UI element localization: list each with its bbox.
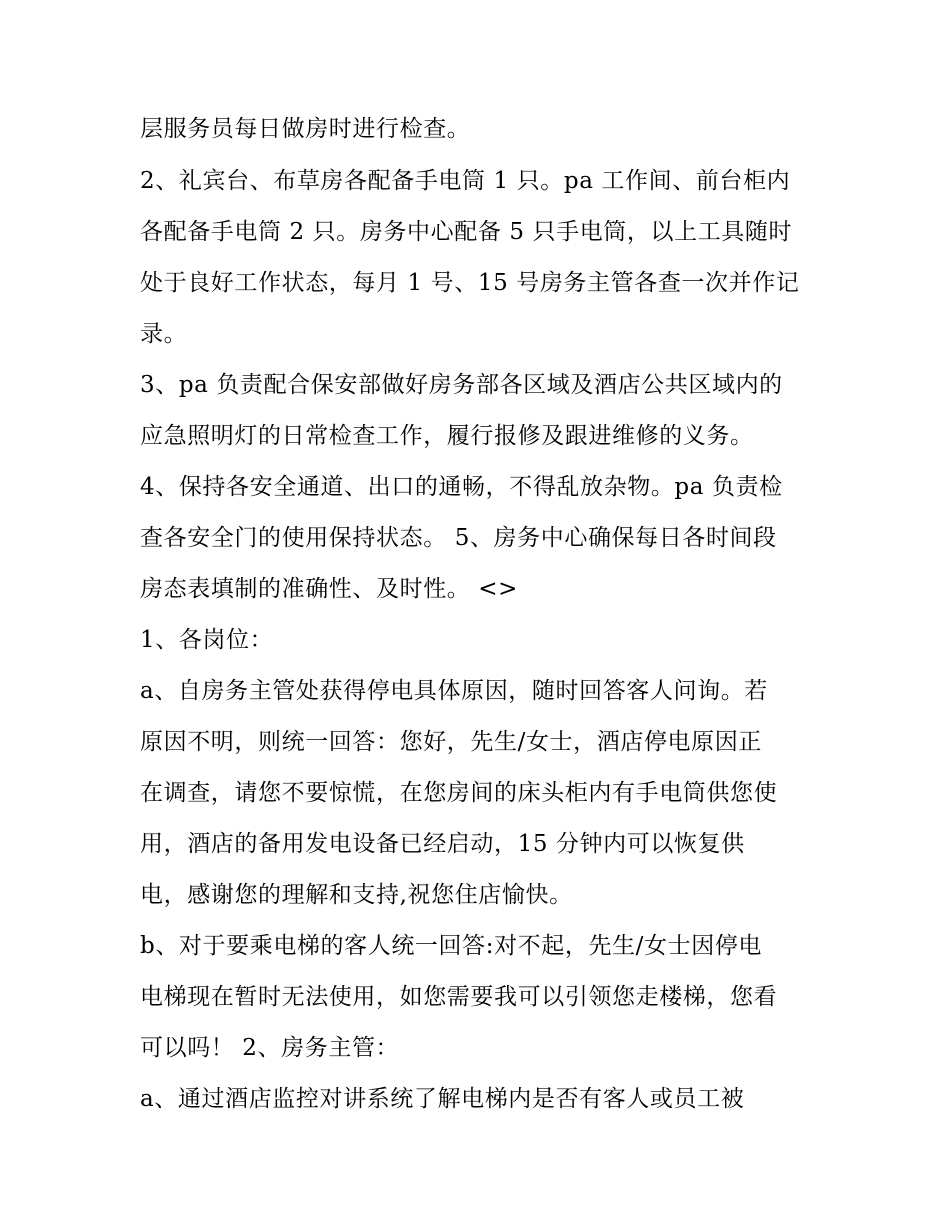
text-line: a、自房务主管处获得停电具体原因，随时回答客人问询。若 xyxy=(140,678,768,704)
text-line: a、通过酒店监控对讲系统了解电梯内是否有客人或员工被 xyxy=(140,1086,745,1112)
text-line: 查各安全门的使用保持状态。 5、房务中心确保每日各时间段 xyxy=(140,525,777,551)
text-line: 在调查，请您不要惊慌，在您房间的床头柜内有手电筒供您使 xyxy=(140,780,778,806)
text-line: 房态表填制的准确性、及时性。 <> xyxy=(140,576,519,602)
text-line: 电，感谢您的理解和支持,祝您住店愉快。 xyxy=(140,882,573,908)
text-line: 2、礼宾台、布草房各配备手电筒 1 只。pa 工作间、前台柜内 xyxy=(140,168,791,194)
text-line: 录。 xyxy=(140,321,188,347)
text-line: 用，酒店的备用发电设备已经启动，15 分钟内可以恢复供 xyxy=(140,831,745,857)
text-line: 3、pa 负责配合保安部做好房务部各区域及酒店公共区域内的 xyxy=(140,372,783,398)
text-line: 1、各岗位： xyxy=(140,627,274,653)
text-line: 电梯现在暂时无法使用，如您需要我可以引领您走楼梯，您看 xyxy=(140,984,778,1010)
text-line: 原因不明，则统一回答：您好，先生/女士，酒店停电原因正 xyxy=(140,729,762,755)
text-line: 各配备手电筒 2 只。房务中心配备 5 只手电筒，以上工具随时 xyxy=(140,219,793,245)
text-line: 4、保持各安全通道、出口的通畅，不得乱放杂物。pa 负责检 xyxy=(140,474,783,500)
text-line: b、对于要乘电梯的客人统一回答:对不起，先生/女士因停电 xyxy=(140,933,763,959)
text-line: 应急照明灯的日常检查工作，履行报修及跟进维修的义务。 xyxy=(140,423,754,449)
text-line: 处于良好工作状态，每月 1 号、15 号房务主管各查一次并作记 xyxy=(140,270,800,296)
text-line: 层服务员每日做房时进行检查。 xyxy=(140,116,471,142)
text-line: 可以吗！ 2、房务主管： xyxy=(140,1035,400,1061)
